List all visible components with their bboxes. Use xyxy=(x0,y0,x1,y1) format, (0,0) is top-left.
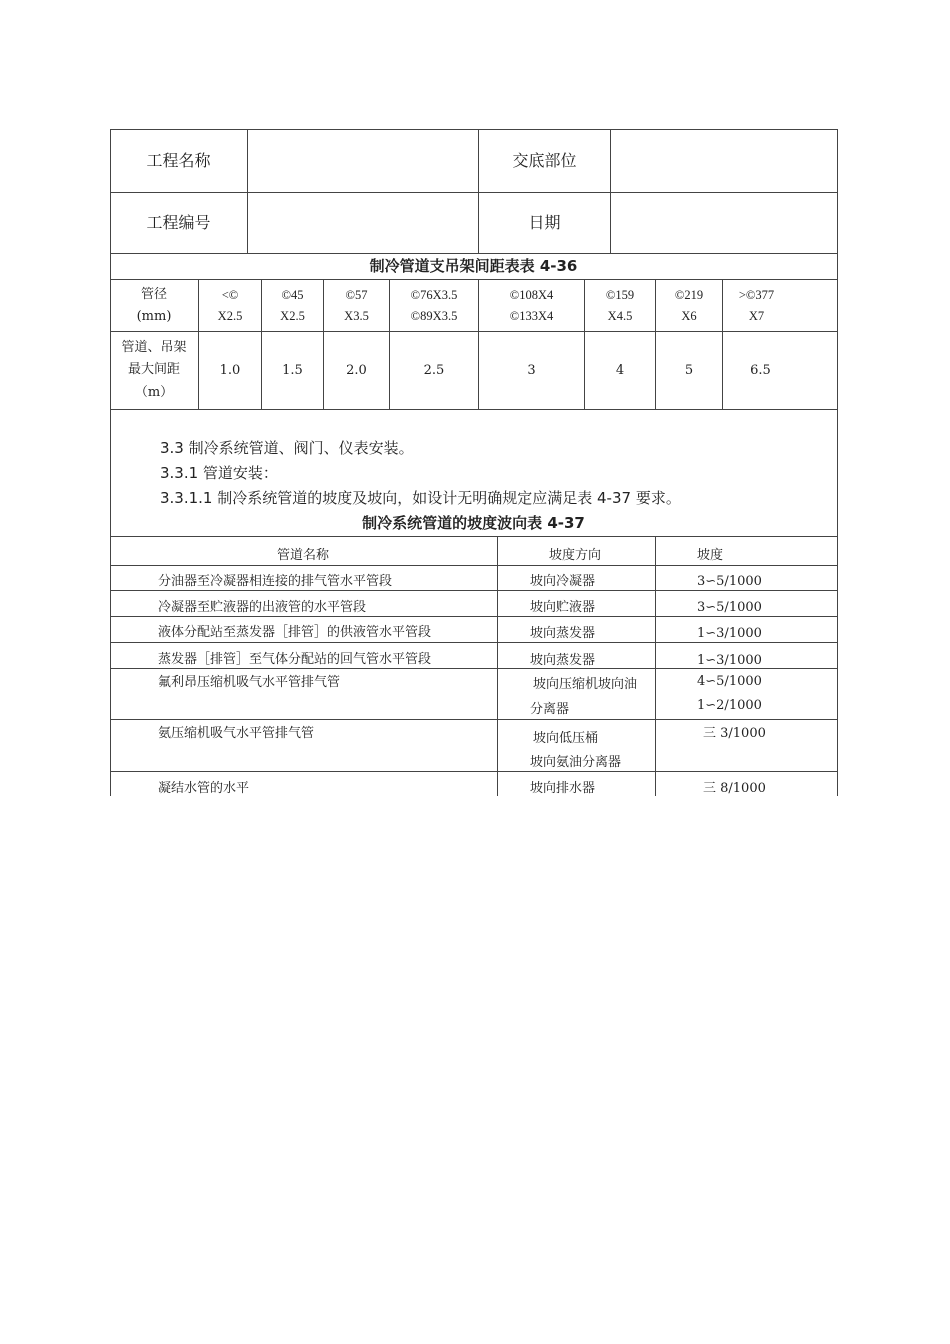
table-row-direction: 坡向贮液器 xyxy=(530,600,596,615)
subsection-heading: 3.3.1 管道安装： xyxy=(160,464,278,482)
table-row-pipe-name: 氟利昂压缩机吸气水平管排气管 xyxy=(158,675,341,690)
row2-label-line: 管道、吊架 xyxy=(121,340,187,356)
table-row-direction: 坡向氨油分离器 xyxy=(530,755,622,770)
table-row-slope: 1∽3/1000 xyxy=(697,626,762,641)
table1-title: 制冷管道支吊架间距表表 4-36 xyxy=(369,257,578,276)
date-label: 日期 xyxy=(528,212,561,232)
section-label: 交底部位 xyxy=(512,150,577,170)
clause-text: 3.3.1.1 制冷系统管道的坡度及坡向，如设计无明确规定应满足表 4-37 要求。 xyxy=(160,489,681,507)
project-no-label: 工程编号 xyxy=(146,212,211,232)
table-row-direction: 坡向冷凝器 xyxy=(530,574,596,589)
project-name-field[interactable] xyxy=(248,130,478,192)
spacing-cell: 1.0 xyxy=(219,362,241,378)
spacing-cell: 1.5 xyxy=(282,362,303,378)
diameter-cell xyxy=(585,280,655,331)
table-row-direction: 坡向蒸发器 xyxy=(530,653,596,668)
diameter-line: X2.5 xyxy=(280,308,305,323)
diameter-cell xyxy=(390,280,478,331)
diameter-line: ©159 xyxy=(605,287,635,302)
diameter-line: ©76X3.5 xyxy=(410,287,458,302)
table2-title: 制冷系统管道的坡度波向表 4-37 xyxy=(362,514,585,533)
date-field[interactable] xyxy=(611,193,837,253)
diameter-cell xyxy=(262,280,323,331)
section-heading: 3.3 制冷系统管道、阀门、仪表安装。 xyxy=(160,439,414,457)
table-row-slope: 3∽5/1000 xyxy=(697,600,762,615)
table-row-direction: 分离器 xyxy=(530,702,570,717)
project-no-field[interactable] xyxy=(248,193,478,253)
table-row-pipe-name: 蒸发器［排管］至气体分配站的回气管水平管段 xyxy=(158,652,432,667)
table-row-pipe-name: 液体分配站至蒸发器［排管］的供液管水平管段 xyxy=(158,625,432,640)
table-row-direction: 坡向低压桶 xyxy=(533,731,599,746)
table-row-direction: 坡向蒸发器 xyxy=(530,626,596,641)
spacing-cell: 2.5 xyxy=(423,362,445,378)
diameter-line: X2.5 xyxy=(217,308,243,323)
diameter-line: >©377 xyxy=(738,287,775,302)
diameter-cell xyxy=(479,280,584,331)
table-row-pipe-name: 凝结水管的水平 xyxy=(158,781,250,796)
diameter-line: ©45 xyxy=(281,287,304,302)
table1-row1-label xyxy=(110,280,198,331)
table-row-slope: 1∽2/1000 xyxy=(697,698,762,713)
table1-row2-label xyxy=(110,332,198,409)
diameter-line: <© xyxy=(221,287,239,302)
diameter-line: ©133X4 xyxy=(509,308,554,323)
diameter-cell xyxy=(656,280,722,331)
table-row-slope: 1∽3/1000 xyxy=(697,653,762,668)
project-name-label: 工程名称 xyxy=(146,150,211,170)
table-row-direction: 坡向排水器 xyxy=(530,781,596,796)
diameter-line: ©219 xyxy=(674,287,704,302)
spacing-cell: 2.0 xyxy=(346,362,367,378)
table-row-direction: 坡向压缩机坡向油 xyxy=(533,677,638,692)
diameter-line: X3.5 xyxy=(344,308,369,323)
diameter-line: X6 xyxy=(681,308,697,323)
table-row-slope: 三 8/1000 xyxy=(703,781,766,796)
table-row-slope: 4∽5/1000 xyxy=(697,674,762,689)
spacing-cell: 5 xyxy=(684,362,694,378)
diameter-line: X7 xyxy=(748,308,765,323)
diameter-line: ©108X4 xyxy=(509,287,554,302)
row1-label-line: 管径 xyxy=(140,287,167,303)
table-row-pipe-name: 分油器至冷凝器相连接的排气管水平管段 xyxy=(158,574,393,589)
diameter-cell xyxy=(723,280,790,331)
diameter-cell xyxy=(324,280,389,331)
table-row-pipe-name: 冷凝器至贮液器的出液管的水平管段 xyxy=(158,600,367,615)
table-row-pipe-name: 氨压缩机吸气水平管排气管 xyxy=(158,726,315,741)
col-header-direction: 坡度方向 xyxy=(549,548,602,563)
diameter-line: X4.5 xyxy=(607,308,633,323)
table-row-slope: 三 3/1000 xyxy=(703,726,766,741)
section-field[interactable] xyxy=(611,130,837,192)
table-row-slope: 3∽5/1000 xyxy=(697,574,762,589)
row2-label-line: 最大间距 xyxy=(127,362,180,378)
spacing-cell: 3 xyxy=(527,362,536,378)
diameter-line: ©57 xyxy=(345,287,368,302)
diameter-cell xyxy=(199,280,261,331)
spacing-cell: 6.5 xyxy=(750,362,771,378)
spacing-cell: 4 xyxy=(615,362,625,378)
row2-label-line: （m） xyxy=(134,384,174,400)
col-header-slope: 坡度 xyxy=(697,548,724,563)
col-header-pipe-name: 管道名称 xyxy=(277,548,330,563)
row1-label-line: (mm) xyxy=(136,308,172,324)
diameter-line: ©89X3.5 xyxy=(410,308,458,323)
